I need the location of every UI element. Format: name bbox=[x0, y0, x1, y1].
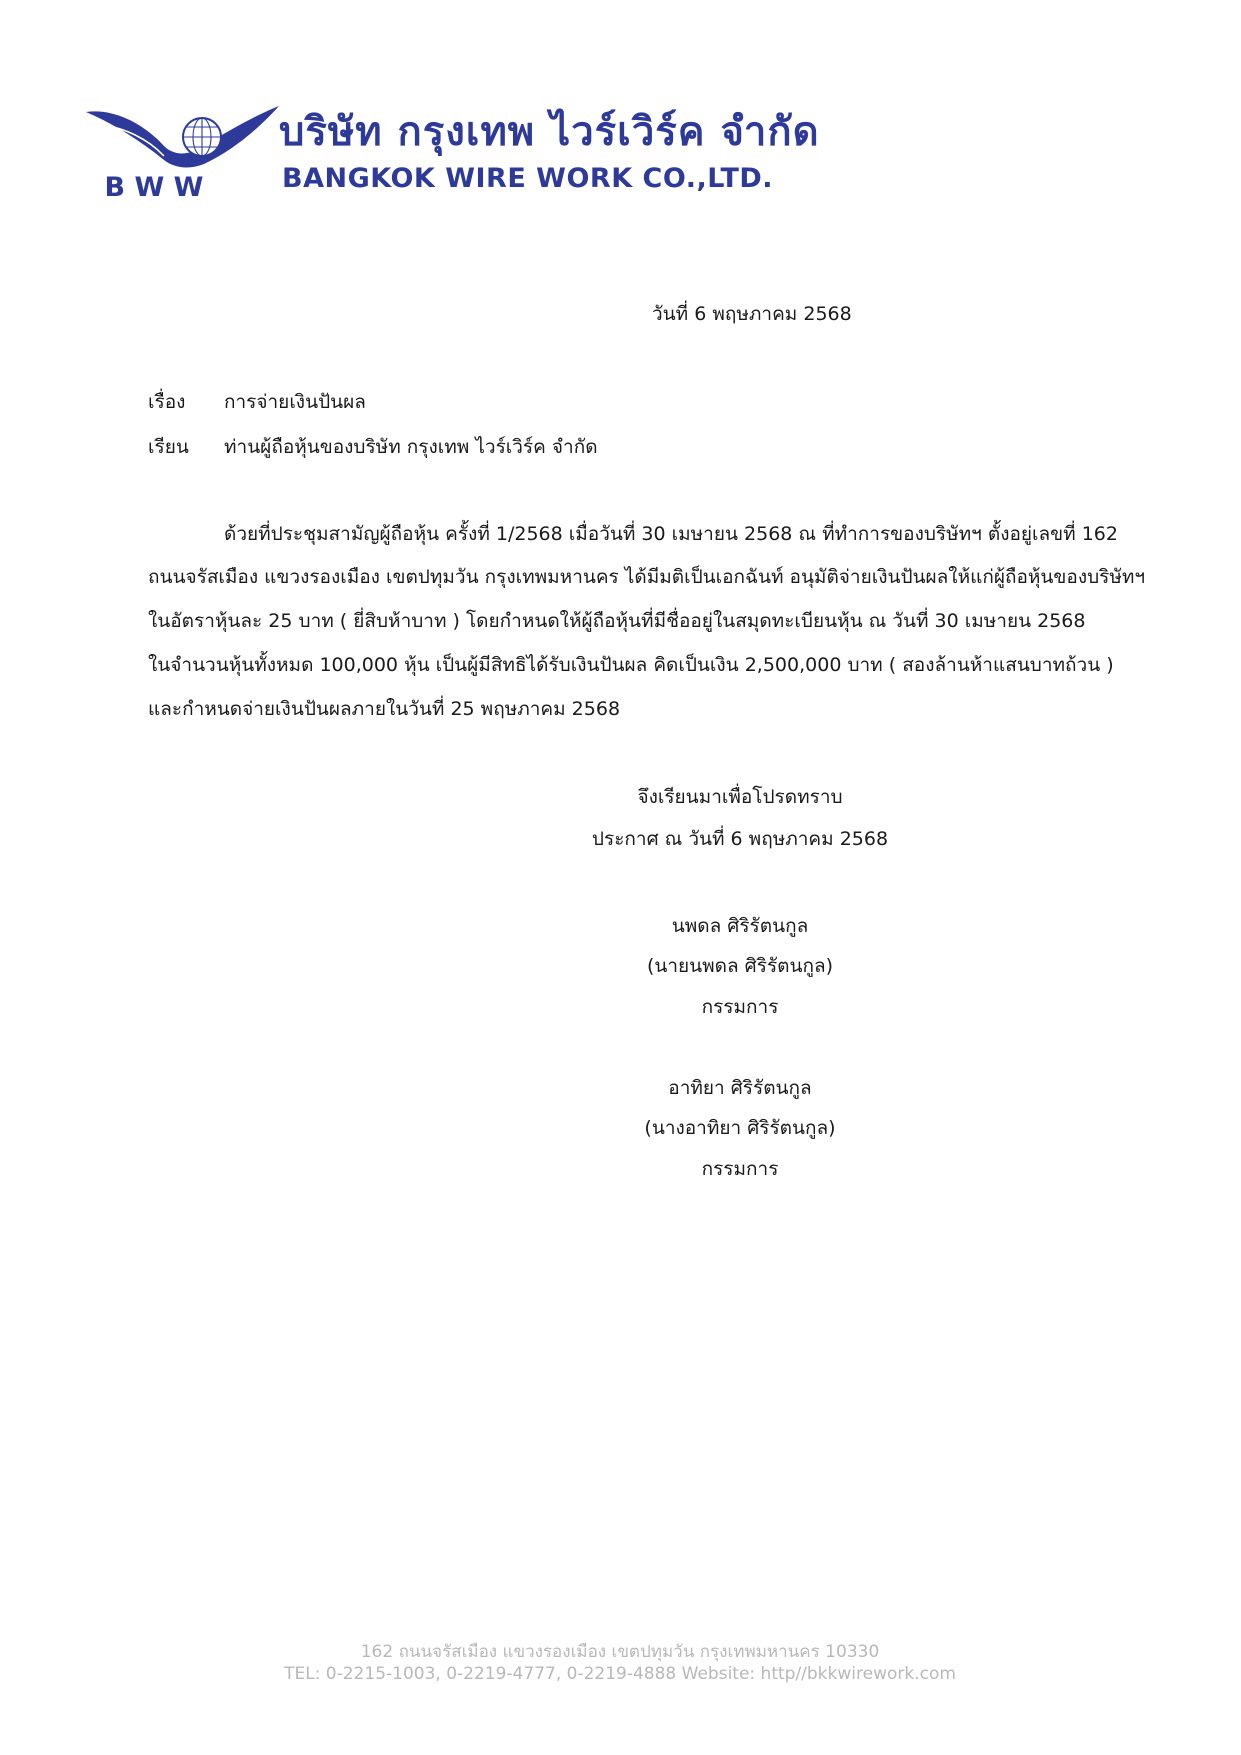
recipient-label: เรียน bbox=[148, 436, 189, 458]
body-line: ในอัตราหุ้นละ 25 บาท ( ยี่สิบห้าบาท ) โดยกำหนดให้ผู้ถือหุ้นที่มีชื่ออยู่ในสมุดทะเบียนหุ้น ณ วันที่ 30 เมษายน 2568 bbox=[148, 610, 1086, 632]
signature-2: อาทิยา ศิริรัตนกูล bbox=[668, 1077, 812, 1099]
subject-label: เรื่อง bbox=[148, 391, 186, 413]
subject-text: การจ่ายเงินปันผล bbox=[224, 391, 366, 413]
body-line: ถนนจรัสเมือง แขวงรองเมือง เขตปทุมวัน กรุงเทพมหานคร ได้มีมติเป็นเอกฉันท์ อนุมัติจ่ายเงินปันผลให้แก่ผู้ถือหุ้นของบริษัทฯ bbox=[148, 566, 1146, 588]
letter-date: วันที่ 6 พฤษภาคม 2568 bbox=[652, 303, 852, 325]
signature-1: นพดล ศิริรัตนกูล bbox=[671, 915, 809, 937]
body-line: และกำหนดจ่ายเงินปันผลภายในวันที่ 25 พฤษภาคม 2568 bbox=[148, 698, 621, 720]
signatory-1-position: กรรมการ bbox=[701, 996, 779, 1018]
footer-address: 162 ถนนจรัสเมือง แขวงรองเมือง เขตปทุมวัน กรุงเทพมหานคร 10330 bbox=[360, 1642, 880, 1662]
signatory-1-name: (นายนพดล ศิริรัตนกูล) bbox=[646, 955, 834, 977]
company-name-en: BANGKOK WIRE WORK CO.,LTD. bbox=[282, 163, 774, 194]
signatory-2-position: กรรมการ bbox=[701, 1158, 779, 1180]
recipient-text: ท่านผู้ถือหุ้นของบริษัท กรุงเทพ ไวร์เวิร์ค จำกัด bbox=[224, 436, 598, 458]
logo-letters: B W W bbox=[104, 172, 204, 203]
company-logo bbox=[84, 104, 284, 204]
announcement-date: ประกาศ ณ วันที่ 6 พฤษภาคม 2568 bbox=[591, 828, 889, 850]
body-line: ด้วยที่ประชุมสามัญผู้ถือหุ้น ครั้งที่ 1/2568 เมื่อวันที่ 30 เมษายน 2568 ณ ที่ทำการของบริษัทฯ ตั้งอยู่เลขที่ 162 bbox=[224, 523, 1118, 545]
footer-contact: TEL: 0-2215-1003, 0-2219-4777, 0-2219-4888 Website: http//bkkwirework.com bbox=[284, 1664, 956, 1684]
body-line: ในจำนวนหุ้นทั้งหมด 100,000 หุ้น เป็นผู้มีสิทธิได้รับเงินปันผล คิดเป็นเงิน 2,500,000 บาท ( สองล้านห้าแสนบาทถ้วน ) bbox=[148, 654, 1114, 676]
closing-text: จึงเรียนมาเพื่อโปรดทราบ bbox=[637, 786, 843, 808]
signatory-2-name: (นางอาทิยา ศิริรัตนกูล) bbox=[644, 1117, 836, 1139]
company-name-th: บริษัท กรุงเทพ ไวร์เวิร์ค จำกัด bbox=[279, 109, 820, 155]
